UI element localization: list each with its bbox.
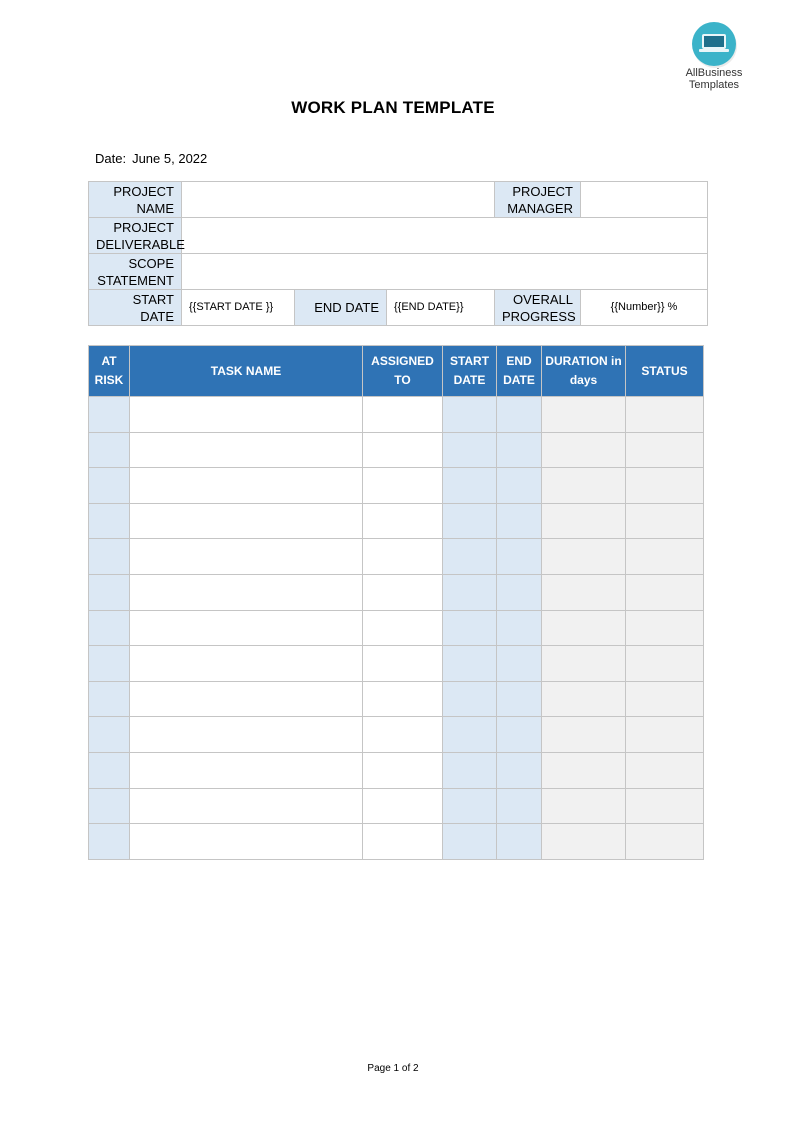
- project-deliverable-label: PROJECT DELIVERABLE: [89, 218, 182, 254]
- end-date-cell[interactable]: [497, 610, 542, 646]
- at-risk-cell[interactable]: [89, 397, 130, 433]
- table-row: [89, 503, 704, 539]
- task-name-cell[interactable]: [130, 574, 363, 610]
- overall-progress-label: OVERALL PROGRESS: [495, 290, 581, 326]
- table-row: [89, 432, 704, 468]
- task-table-header: [89, 346, 704, 397]
- assigned-to-cell[interactable]: [363, 788, 443, 824]
- at-risk-cell[interactable]: [89, 788, 130, 824]
- task-name-cell[interactable]: [130, 432, 363, 468]
- project-name-label: PROJECT NAME: [89, 182, 182, 218]
- at-risk-cell[interactable]: [89, 824, 130, 860]
- end-date-cell[interactable]: [497, 432, 542, 468]
- duration-cell[interactable]: [542, 646, 626, 682]
- duration-cell[interactable]: [542, 539, 626, 575]
- duration-cell[interactable]: [542, 824, 626, 860]
- assigned-to-cell[interactable]: [363, 752, 443, 788]
- start-date-cell[interactable]: [443, 717, 497, 753]
- start-date-cell[interactable]: [443, 681, 497, 717]
- start-date-cell[interactable]: [443, 432, 497, 468]
- at-risk-cell[interactable]: [89, 681, 130, 717]
- task-table: [88, 345, 704, 860]
- duration-cell[interactable]: [542, 752, 626, 788]
- project-manager-field[interactable]: [581, 182, 708, 218]
- assigned-to-cell[interactable]: [363, 432, 443, 468]
- start-date-cell[interactable]: [443, 539, 497, 575]
- start-date-label: START DATE: [89, 290, 182, 326]
- start-date-cell[interactable]: [443, 824, 497, 860]
- logo-line-2: Templates: [688, 79, 740, 91]
- scope-statement-label: SCOPE STATEMENT: [89, 254, 182, 290]
- at-risk-cell[interactable]: [89, 539, 130, 575]
- column-header-at-risk: AT RISK: [89, 346, 130, 397]
- at-risk-cell[interactable]: [89, 717, 130, 753]
- start-date-cell[interactable]: [443, 752, 497, 788]
- table-row: [89, 788, 704, 824]
- laptop-icon: [692, 22, 736, 66]
- assigned-to-cell[interactable]: [363, 503, 443, 539]
- end-date-cell[interactable]: [497, 468, 542, 504]
- date-label: Date:: [95, 151, 127, 166]
- assigned-to-cell[interactable]: [363, 397, 443, 433]
- logo-text: [680, 67, 748, 91]
- table-row: [89, 397, 704, 433]
- duration-cell[interactable]: [542, 610, 626, 646]
- task-name-cell[interactable]: [130, 539, 363, 575]
- duration-cell[interactable]: [542, 788, 626, 824]
- at-risk-cell[interactable]: [89, 610, 130, 646]
- start-date-cell[interactable]: [443, 397, 497, 433]
- assigned-to-cell[interactable]: [363, 574, 443, 610]
- task-name-cell[interactable]: [130, 752, 363, 788]
- start-date-cell[interactable]: [443, 788, 497, 824]
- table-row: [89, 824, 704, 860]
- task-name-cell[interactable]: [130, 717, 363, 753]
- at-risk-cell[interactable]: [89, 503, 130, 539]
- task-name-cell[interactable]: [130, 468, 363, 504]
- column-header-start-date: START DATE: [443, 346, 497, 397]
- duration-cell[interactable]: [542, 432, 626, 468]
- end-date-cell[interactable]: [497, 397, 542, 433]
- duration-cell[interactable]: [542, 503, 626, 539]
- status-cell[interactable]: [626, 824, 704, 860]
- column-header-status: STATUS: [626, 346, 704, 397]
- allbusiness-templates-logo: [680, 22, 748, 91]
- status-cell[interactable]: [626, 432, 704, 468]
- end-date-cell[interactable]: [497, 539, 542, 575]
- end-date-cell[interactable]: [497, 752, 542, 788]
- overall-progress-field[interactable]: {{Number}} %: [581, 290, 708, 326]
- assigned-to-cell[interactable]: [363, 646, 443, 682]
- assigned-to-cell[interactable]: [363, 610, 443, 646]
- assigned-to-cell[interactable]: [363, 539, 443, 575]
- end-date-cell[interactable]: [497, 681, 542, 717]
- task-name-cell[interactable]: [130, 788, 363, 824]
- assigned-to-cell[interactable]: [363, 681, 443, 717]
- table-row: [89, 752, 704, 788]
- start-date-field[interactable]: {{START DATE }}: [182, 290, 295, 326]
- column-header-task-name: TASK NAME: [130, 346, 363, 397]
- end-date-label: END DATE: [295, 290, 387, 326]
- project-manager-label: PROJECT MANAGER: [495, 182, 581, 218]
- status-cell[interactable]: [626, 717, 704, 753]
- status-cell[interactable]: [626, 397, 704, 433]
- project-name-field[interactable]: [182, 182, 495, 218]
- at-risk-cell[interactable]: [89, 752, 130, 788]
- scope-statement-field[interactable]: [182, 254, 708, 290]
- at-risk-cell[interactable]: [89, 574, 130, 610]
- status-cell[interactable]: [626, 539, 704, 575]
- task-name-cell[interactable]: [130, 824, 363, 860]
- task-name-cell[interactable]: [130, 610, 363, 646]
- duration-cell[interactable]: [542, 681, 626, 717]
- assigned-to-cell[interactable]: [363, 468, 443, 504]
- at-risk-cell[interactable]: [89, 468, 130, 504]
- project-info-table: [88, 181, 708, 326]
- at-risk-cell[interactable]: [89, 646, 130, 682]
- status-cell[interactable]: [626, 468, 704, 504]
- start-date-cell[interactable]: [443, 646, 497, 682]
- task-name-cell[interactable]: [130, 397, 363, 433]
- table-row: [89, 717, 704, 753]
- end-date-cell[interactable]: [497, 503, 542, 539]
- end-date-field[interactable]: {{END DATE}}: [387, 290, 495, 326]
- start-date-cell[interactable]: [443, 503, 497, 539]
- page-title: WORK PLAN TEMPLATE: [291, 98, 495, 117]
- table-row: [89, 646, 704, 682]
- logo-line-1: AllBusiness: [685, 67, 743, 79]
- column-header-assigned-to: ASSIGNED TO: [363, 346, 443, 397]
- status-cell[interactable]: [626, 788, 704, 824]
- status-cell[interactable]: [626, 610, 704, 646]
- status-cell[interactable]: [626, 503, 704, 539]
- table-row: [89, 468, 704, 504]
- end-date-cell[interactable]: [497, 717, 542, 753]
- duration-cell[interactable]: [542, 574, 626, 610]
- column-header-duration: DURATION in days: [542, 346, 626, 397]
- table-row: [89, 539, 704, 575]
- end-date-cell[interactable]: [497, 824, 542, 860]
- assigned-to-cell[interactable]: [363, 717, 443, 753]
- status-cell[interactable]: [626, 574, 704, 610]
- status-cell[interactable]: [626, 646, 704, 682]
- duration-cell[interactable]: [542, 717, 626, 753]
- task-name-cell[interactable]: [130, 681, 363, 717]
- start-date-cell[interactable]: [443, 610, 497, 646]
- page-footer: Page 1 of 2: [367, 1063, 419, 1074]
- task-table-body: [89, 397, 704, 860]
- start-date-cell[interactable]: [443, 468, 497, 504]
- duration-cell[interactable]: [542, 397, 626, 433]
- table-row: [89, 610, 704, 646]
- end-date-cell[interactable]: [497, 574, 542, 610]
- start-date-cell[interactable]: [443, 574, 497, 610]
- project-deliverable-field[interactable]: [182, 218, 708, 254]
- assigned-to-cell[interactable]: [363, 824, 443, 860]
- duration-cell[interactable]: [542, 468, 626, 504]
- task-name-cell[interactable]: [130, 646, 363, 682]
- status-cell[interactable]: [626, 681, 704, 717]
- task-name-cell[interactable]: [130, 503, 363, 539]
- end-date-cell[interactable]: [497, 788, 542, 824]
- date-line: [95, 151, 213, 166]
- status-cell[interactable]: [626, 752, 704, 788]
- table-row: [89, 681, 704, 717]
- date-value: June 5, 2022: [132, 151, 208, 166]
- at-risk-cell[interactable]: [89, 432, 130, 468]
- column-header-end-date: END DATE: [497, 346, 542, 397]
- end-date-cell[interactable]: [497, 646, 542, 682]
- table-row: [89, 574, 704, 610]
